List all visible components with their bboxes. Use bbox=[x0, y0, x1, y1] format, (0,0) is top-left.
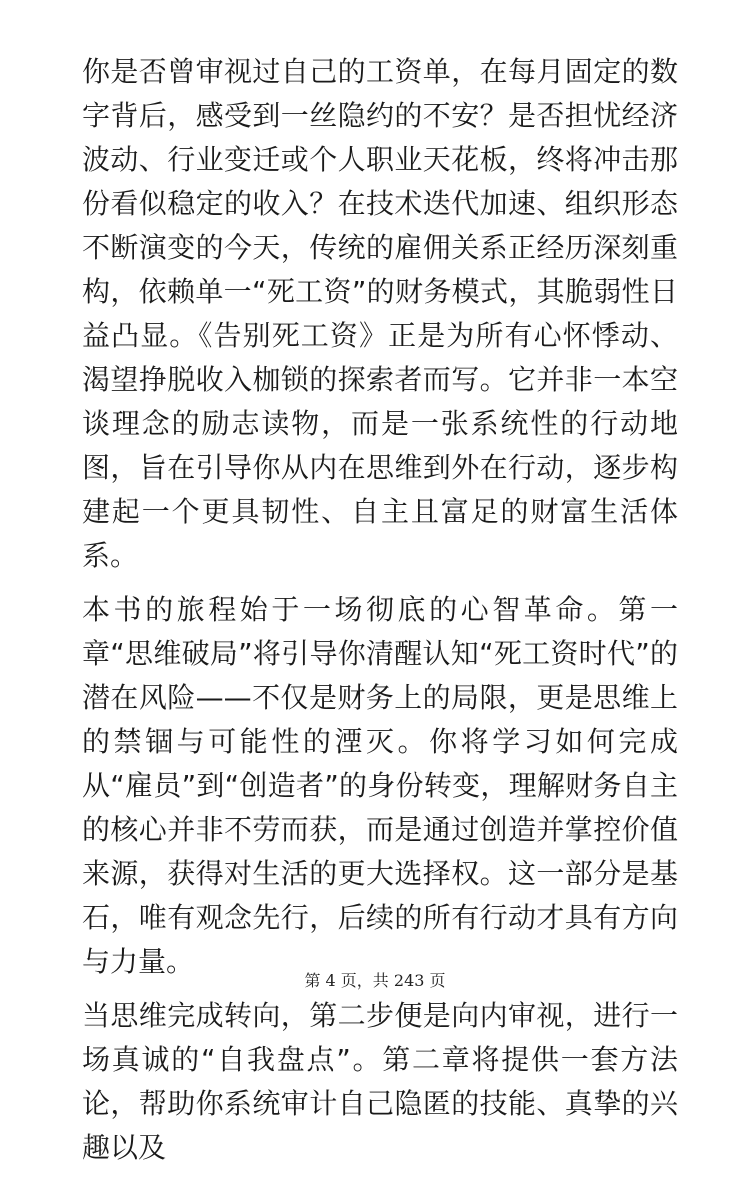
body-text bbox=[82, 50, 678, 1180]
paragraph-2: 本书的旅程始于一场彻底的心智革命。第一章“思维破局”将引导你清醒认知“死工资时代”的潜在风险——不仅是财务上的局限，更是思维上的禁锢与可能性的湮灭。你将学习如何完成从“雇员”到“创造者”的身份转变，理解财务自主的核心并非不劳而获，而是通过创造并掌控价值来源，获得对生活的更大选择权。这一部分是基石，唯有观念先行，后续的所有行动才具有方向与力量。 bbox=[82, 593, 678, 978]
paragraph-1: 你是否曾审视过自己的工资单，在每月固定的数字背后，感受到一丝隐约的不安？是否担忧经济波动、行业变迁或个人职业天花板，终将冲击那份看似稳定的收入？在技术迭代加速、组织形态不断演变的今天，传统的雇佣关系正经历深刻重构，依赖单一“死工资”的财务模式，其脆弱性日益凸显。《告别死工资》正是为所有心怀悸动、渴望挣脱收入枷锁的探索者而写。它并非一本空谈理念的励志读物，而是一张系统性的行动地图，旨在引导你从内在思维到外在行动，逐步构建起一个更具韧性、自主且富足的财富生活体系。 bbox=[82, 55, 678, 572]
footer-prefix: 第 bbox=[304, 971, 326, 990]
total-page-count: 243 bbox=[393, 971, 425, 990]
page-footer bbox=[0, 968, 750, 991]
footer-middle: 页，共 bbox=[335, 971, 394, 990]
current-page-number: 4 bbox=[325, 971, 336, 990]
paragraph-3: 当思维完成转向，第二步便是向内审视，进行一场真诚的“自我盘点”。第二章将提供一套方法论，帮助你系统审计自己隐匿的技能、真挚的兴趣以及 bbox=[82, 999, 678, 1164]
footer-suffix: 页 bbox=[424, 971, 446, 990]
